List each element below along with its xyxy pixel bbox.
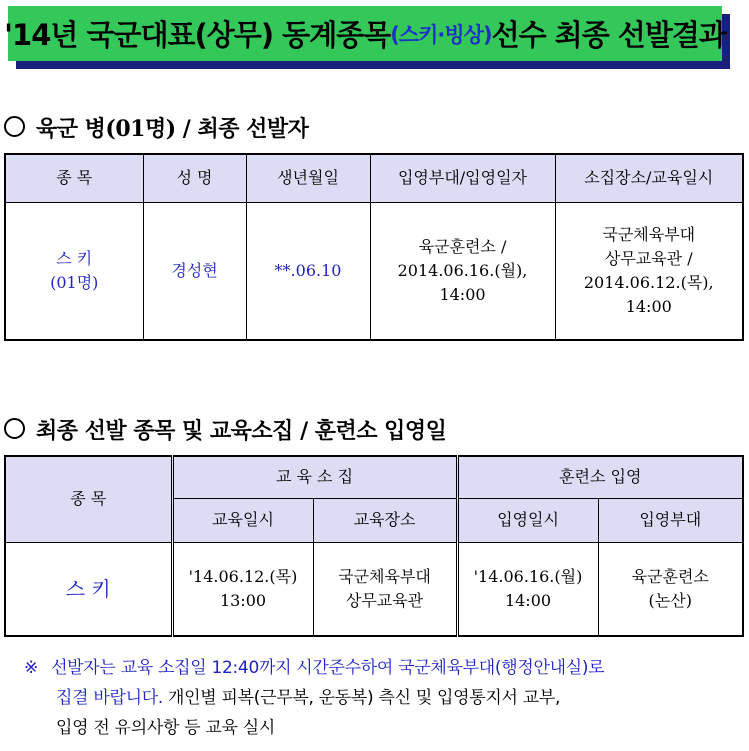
subheader-edu-place: 교육장소	[313, 498, 457, 542]
circle-bullet-icon	[4, 418, 25, 439]
gather-place: 상무교육관 /	[604, 248, 693, 268]
notice-mark: ※	[24, 658, 38, 678]
notice-text-2b: 개인별 피복(근무복, 운동복) 측신 및 입영통지서 교부,	[162, 688, 561, 708]
cell-gather	[555, 202, 743, 340]
header-gather: 소집장소/교육일시	[555, 154, 743, 202]
banner-title-part2: (스키·빙상)	[390, 22, 492, 47]
camp-location: (논산)	[648, 590, 692, 610]
final-selection-table	[4, 153, 744, 341]
edu-unit: 국군체육부대	[338, 566, 431, 586]
cell-birth: **.06.10	[246, 202, 370, 340]
sport-label: 스 키	[56, 248, 93, 268]
cell-camp-unit	[598, 542, 743, 636]
enlist-time: 14:00	[439, 284, 486, 304]
cell-camp-date	[457, 542, 598, 636]
sport-count: (01명)	[50, 272, 99, 292]
table-row	[5, 542, 743, 636]
section1-heading	[4, 112, 308, 143]
cell-edu-place	[313, 542, 457, 636]
section1-heading-text: 육군 병(01명) / 최종 선발자	[36, 116, 309, 142]
enlist-unit: 육군훈련소 /	[418, 236, 507, 256]
banner-title-part1: '14년 국군대표(상무) 동계종목	[4, 18, 391, 52]
title-banner	[4, 6, 726, 61]
banner-title-part3: 선수 최종 선발결과	[491, 18, 726, 52]
edu-time: 13:00	[219, 590, 267, 610]
camp-date: '14.06.16.(월)	[473, 566, 583, 586]
notice	[24, 653, 739, 743]
schedule-table	[4, 455, 744, 637]
enlist-date: 2014.06.16.(월),	[397, 260, 528, 280]
notice-text-1: 선발자는 교육 소집일 12:40까지 시간준수하여 국군체육부대(행정안내실)로	[51, 658, 605, 678]
camp-time: 14:00	[504, 590, 552, 610]
header-education: 교 육 소 집	[172, 456, 457, 498]
camp-unit: 육군훈련소	[631, 566, 709, 586]
table-row	[5, 202, 743, 340]
notice-text-2a: 집결 바랍니다.	[56, 688, 163, 708]
header-training-camp: 훈련소 입영	[457, 456, 743, 498]
header-sport: 종 목	[5, 154, 143, 202]
cell-name: 경성현	[143, 202, 246, 340]
cell-sport: 스 키	[5, 542, 172, 636]
section2-heading	[4, 414, 446, 445]
header-name: 성 명	[143, 154, 246, 202]
section2-heading-text: 최종 선발 종목 및 교육소집 / 훈련소 입영일	[36, 418, 447, 444]
notice-line-2	[24, 683, 739, 713]
cell-sport	[5, 202, 143, 340]
circle-bullet-icon	[4, 116, 25, 137]
cell-edu-date	[172, 542, 313, 636]
gather-time: 14:00	[625, 296, 672, 316]
subheader-camp-unit: 입영부대	[598, 498, 743, 542]
header-enlist: 입영부대/입영일자	[370, 154, 555, 202]
header-sport: 종 목	[5, 456, 172, 542]
cell-enlist	[370, 202, 555, 340]
edu-hall: 상무교육관	[345, 590, 424, 610]
notice-line-1	[24, 653, 739, 683]
gather-unit: 국군체육부대	[602, 224, 696, 244]
notice-line-3: 입영 전 유의사항 등 교육 실시	[56, 718, 275, 738]
edu-date: '14.06.12.(목)	[188, 566, 298, 586]
gather-date: 2014.06.12.(목),	[583, 272, 714, 292]
subheader-camp-date: 입영일시	[457, 498, 598, 542]
subheader-edu-date: 교육일시	[172, 498, 313, 542]
header-birth: 생년월일	[246, 154, 370, 202]
